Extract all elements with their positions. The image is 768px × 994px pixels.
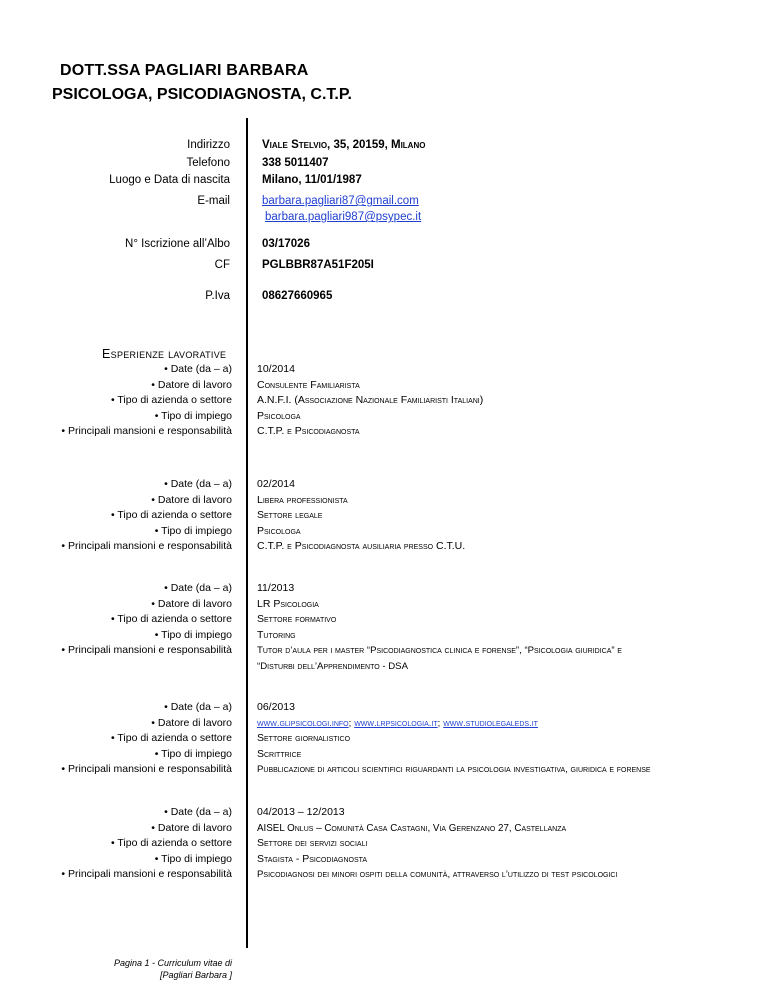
duties-label: • Principali mansioni e responsabilità: [61, 644, 232, 657]
experience-5-labels: [0, 805, 232, 883]
website-link-studiolegaleds[interactable]: www.studiolegaleds.it: [443, 717, 538, 729]
phone-label: Telefono: [186, 157, 230, 169]
experience-date: 02/2014: [257, 478, 295, 490]
experience-sector: Settore legale: [257, 509, 323, 522]
email-link-1[interactable]: barbara.pagliari87@gmail.com: [262, 195, 419, 207]
date-label: • Date (da – a): [164, 363, 232, 375]
email-label: E-mail: [197, 195, 230, 207]
experience-date: 11/2013: [257, 582, 295, 594]
experience-employer-links: [257, 716, 651, 732]
duties-label: • Principali mansioni e responsabilità: [61, 425, 232, 438]
link-separator: ;: [437, 717, 441, 729]
experience-date: 10/2014: [257, 363, 295, 375]
experience-4-labels: [0, 700, 232, 778]
link-separator: ;: [348, 717, 352, 729]
experience-job: Scrittrice: [257, 747, 302, 760]
experience-2-values: [257, 477, 465, 555]
experience-sector: A.N.F.I. (Associazione Nazionale Familiaristi Italiani): [257, 394, 484, 407]
professional-title: PSICOLOGA, PSICODIAGNOSTA, C.T.P.: [52, 86, 352, 103]
experience-1-values: [257, 362, 483, 440]
duties-label: • Principali mansioni e responsabilità: [61, 540, 232, 553]
employer-label: • Datore di lavoro: [151, 716, 232, 729]
job-label: • Tipo di impiego: [154, 409, 232, 422]
experience-job: Tutoring: [257, 628, 296, 641]
date-label: • Date (da – a): [164, 806, 232, 818]
experience-duties: C.T.P. e Psicodiagnosta: [257, 425, 360, 438]
sector-label: • Tipo di azienda o settore: [110, 509, 232, 522]
experience-date: 06/2013: [257, 701, 295, 713]
experience-duties: C.T.P. e Psicodiagnosta ausiliaria presso C.T.U.: [257, 540, 466, 553]
job-label: • Tipo di impiego: [154, 628, 232, 641]
section-heading-experience: Esperienze lavorative: [102, 347, 227, 361]
experience-4-values: [257, 700, 651, 778]
footer-page-line: Pagina 1 - Curriculum vitae di: [113, 958, 232, 968]
experience-job: Stagista - Psicodiagnosta: [257, 852, 368, 865]
website-link-glipsicologi[interactable]: www.glipsicologi.info: [257, 717, 349, 729]
name-title: DOTT.SSA PAGLIARI BARBARA: [60, 62, 309, 79]
sector-label: • Tipo di azienda o settore: [110, 394, 232, 407]
experience-5-values: [257, 805, 617, 883]
experience-2-labels: [0, 477, 232, 555]
sector-label: • Tipo di azienda o settore: [110, 837, 232, 850]
cf-label: CF: [214, 259, 230, 271]
date-label: • Date (da – a): [164, 478, 232, 490]
address-value: Viale Stelvio, 35, 20159, Milano: [262, 139, 426, 151]
experience-employer: AISEL Onlus – Comunità Casa Castagni, Via Gerenzano 27, Castellanza: [257, 822, 567, 834]
albo-label: N° Iscrizione all’Albo: [125, 238, 230, 250]
experience-employer: Libera professionista: [257, 493, 348, 506]
experience-sector: Settore formativo: [257, 613, 337, 626]
employer-label: • Datore di lavoro: [151, 493, 232, 506]
piva-label: P.Iva: [205, 290, 230, 302]
vertical-divider: [246, 118, 248, 948]
footer-name-line: [Pagliari Barbara ]: [159, 970, 232, 980]
phone-value: 338 5011407: [262, 157, 329, 169]
experience-date: 04/2013 – 12/2013: [257, 806, 345, 818]
experience-1-labels: [0, 362, 232, 440]
duties-label: • Principali mansioni e responsabilità: [61, 868, 232, 881]
sector-label: • Tipo di azienda o settore: [110, 732, 232, 745]
piva-value: 08627660965: [262, 290, 333, 302]
experience-job: Psicologa: [257, 409, 301, 422]
experience-employer: Consulente Familiarista: [257, 378, 360, 391]
date-label: • Date (da – a): [164, 582, 232, 594]
birth-label: Luogo e Data di nascita: [109, 174, 230, 186]
birth-value: Milano, 11/01/1987: [262, 174, 362, 186]
website-link-lrpsicologia[interactable]: www.lrpsicologia.it: [354, 717, 438, 729]
experience-employer: LR Psicologia: [257, 597, 319, 610]
experience-duties-line-1: Tutor d’aula per i master “Psicodiagnostica clinica e forense”, “Psicologia giuridica” e: [257, 645, 622, 657]
cf-value: PGLBBR87A51F205I: [262, 259, 374, 271]
employer-label: • Datore di lavoro: [151, 821, 232, 834]
duties-label: • Principali mansioni e responsabilità: [61, 763, 232, 776]
experience-3-values: [257, 581, 622, 675]
job-label: • Tipo di impiego: [154, 747, 232, 760]
page-footer: [60, 957, 232, 981]
experience-sector: Settore giornalistico: [257, 732, 351, 745]
experience-job: Psicologa: [257, 524, 301, 537]
experience-duties: Pubblicazione di articoli scientifici riguardanti la psicologia investigativa, giuridica e forense: [257, 764, 651, 776]
date-label: • Date (da – a): [164, 701, 232, 713]
employer-label: • Datore di lavoro: [151, 597, 232, 610]
employer-label: • Datore di lavoro: [151, 378, 232, 391]
experience-sector: Settore dei servizi sociali: [257, 837, 368, 850]
experience-duties: Psicodiagnosi dei minori ospiti della comunità, attraverso l’utilizzo di test psicologici: [257, 869, 618, 881]
experience-3-labels: [0, 581, 232, 659]
sector-label: • Tipo di azienda o settore: [110, 613, 232, 626]
job-label: • Tipo di impiego: [154, 852, 232, 865]
job-label: • Tipo di impiego: [154, 524, 232, 537]
albo-value: 03/17026: [262, 238, 310, 250]
experience-duties-line-2: “Disturbi dell’Apprendimento - DSA: [257, 660, 408, 672]
email-link-2[interactable]: barbara.pagliari987@psypec.it: [265, 211, 422, 223]
address-label: Indirizzo: [187, 139, 230, 151]
